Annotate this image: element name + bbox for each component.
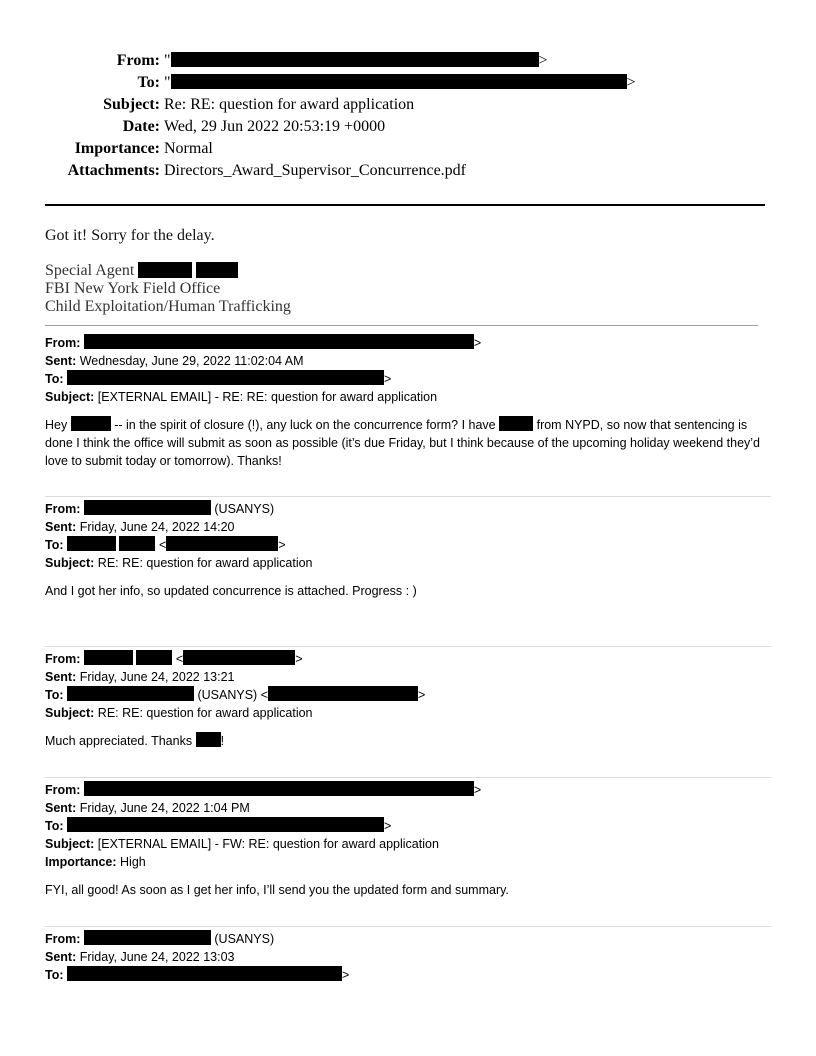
redaction-block xyxy=(136,650,172,665)
subject-label: Subject: xyxy=(45,837,95,851)
signature-title: Special Agent xyxy=(45,262,135,279)
header-date-row xyxy=(0,116,816,138)
message-divider xyxy=(45,777,771,778)
redaction-block xyxy=(84,930,211,945)
header-importance-value: Normal xyxy=(164,140,213,157)
sent-label: Sent: xyxy=(45,801,77,815)
angle-bracket: > xyxy=(384,819,392,833)
sent-value: Friday, June 24, 2022 1:04 PM xyxy=(79,801,250,815)
message-from-line xyxy=(45,930,771,948)
sent-label: Sent: xyxy=(45,354,77,368)
to-label: To: xyxy=(45,688,64,702)
header-date-label: Date: xyxy=(122,118,160,135)
header-importance-label: Importance: xyxy=(74,140,160,157)
to-label: To: xyxy=(45,372,64,386)
message-sent-line xyxy=(45,799,771,817)
from-label: From: xyxy=(45,932,81,946)
header-to-value xyxy=(164,72,636,94)
from-label: From: xyxy=(45,502,81,516)
reply-body: Got it! Sorry for the delay. xyxy=(45,227,215,244)
header-to-label: To: xyxy=(137,74,160,91)
redaction-block xyxy=(171,52,539,67)
from-label: From: xyxy=(45,652,81,666)
importance-label: Importance: xyxy=(45,855,117,869)
angle-bracket: > xyxy=(538,52,548,69)
redaction-block xyxy=(67,966,342,981)
header-subject-label: Subject: xyxy=(103,96,160,113)
angle-bracket: > xyxy=(473,783,482,797)
subject-value: [EXTERNAL EMAIL] - FW: RE: question for award application xyxy=(97,837,439,851)
subject-value: [EXTERNAL EMAIL] - RE: RE: question for award application xyxy=(97,390,438,404)
message-from-line xyxy=(45,650,771,668)
email-header xyxy=(0,50,816,182)
message-to-line xyxy=(45,817,771,835)
header-from-label: From: xyxy=(116,52,160,69)
sent-label: Sent: xyxy=(45,520,77,534)
quote-mark: " xyxy=(164,74,171,91)
angle-bracket: > xyxy=(278,538,286,552)
sent-value: Friday, June 24, 2022 13:21 xyxy=(79,670,235,684)
message-to-line xyxy=(45,370,771,388)
redaction-block xyxy=(67,686,194,701)
message-body xyxy=(45,732,771,750)
sender-org: (USANYS) xyxy=(214,502,275,516)
redaction-block xyxy=(268,686,418,701)
to-label: To: xyxy=(45,538,64,552)
redaction-block xyxy=(84,334,474,349)
redaction-block xyxy=(67,817,384,832)
from-label: From: xyxy=(45,336,81,350)
header-attachments-row xyxy=(0,160,816,182)
message-divider xyxy=(45,496,771,497)
quoted-message xyxy=(45,930,771,984)
header-from-value xyxy=(164,50,548,72)
redaction-block xyxy=(119,536,155,551)
message-sent-line xyxy=(45,518,771,536)
message-from-line xyxy=(45,781,771,799)
body-text: -- in the spirit of closure (!), any luck on the concurrence form? I have xyxy=(114,418,496,432)
message-importance-line xyxy=(45,853,771,871)
angle-bracket: > xyxy=(626,74,636,91)
angle-bracket: > xyxy=(342,968,350,982)
quoted-message xyxy=(45,650,771,750)
header-attachments-label: Attachments: xyxy=(67,162,160,179)
subject-value: RE: RE: question for award application xyxy=(97,556,313,570)
redaction-block xyxy=(71,416,111,431)
redaction-block xyxy=(84,781,474,796)
body-text: from NYPD, so now that sentencing is done I think the office will submit as soon as possible (it’s due Friday, but I think because of the upcoming holiday weekend they’d love to submit today or tomorrow). Thanks! xyxy=(45,418,760,468)
header-attachments-value[interactable]: Directors_Award_Supervisor_Concurrence.pdf xyxy=(164,162,466,179)
quote-mark: " xyxy=(164,52,171,69)
header-importance-row xyxy=(0,138,816,160)
quoted-message xyxy=(45,781,771,899)
header-from-row xyxy=(0,50,816,72)
from-label: From: xyxy=(45,783,81,797)
angle-bracket: > xyxy=(473,336,482,350)
sent-value: Friday, June 24, 2022 14:20 xyxy=(79,520,235,534)
message-from-line xyxy=(45,500,771,518)
redaction-block xyxy=(499,416,533,431)
header-subject-row xyxy=(0,94,816,116)
message-to-line xyxy=(45,966,771,984)
quoted-message xyxy=(45,334,771,470)
redaction-block xyxy=(196,262,238,278)
redaction-block xyxy=(84,500,211,515)
sent-label: Sent: xyxy=(45,670,77,684)
redaction-block xyxy=(183,650,295,665)
sender-org: (USANYS) xyxy=(214,932,275,946)
message-subject-line xyxy=(45,704,771,722)
recipient-org: (USANYS) < xyxy=(197,688,268,702)
redaction-block xyxy=(138,262,192,278)
message-body: And I got her info, so updated concurrence is attached. Progress : ) xyxy=(45,584,417,598)
angle-bracket: > xyxy=(384,372,392,386)
to-label: To: xyxy=(45,819,64,833)
message-subject-line xyxy=(45,388,771,406)
quoted-message xyxy=(45,500,771,600)
message-divider xyxy=(45,926,771,927)
header-date-value: Wed, 29 Jun 2022 20:53:19 +0000 xyxy=(164,118,386,135)
message-from-line xyxy=(45,334,771,352)
signature-divider xyxy=(45,325,758,326)
message-body: FYI, all good! As soon as I get her info, I’ll send you the updated form and summary. xyxy=(45,883,509,897)
signature-office: FBI New York Field Office xyxy=(45,280,221,297)
header-subject-value: Re: RE: question for award application xyxy=(164,96,415,113)
angle-bracket: < xyxy=(158,538,167,552)
signature xyxy=(45,262,291,316)
message-sent-line xyxy=(45,668,771,686)
subject-label: Subject: xyxy=(45,390,95,404)
message-subject-line xyxy=(45,554,771,572)
message-to-line xyxy=(45,536,771,554)
body-text: Much appreciated. Thanks xyxy=(45,734,193,748)
header-to-row xyxy=(0,72,816,94)
sent-label: Sent: xyxy=(45,950,77,964)
header-divider xyxy=(45,204,765,206)
subject-value: RE: RE: question for award application xyxy=(97,706,313,720)
message-to-line xyxy=(45,686,771,704)
message-divider xyxy=(45,646,771,647)
redaction-block xyxy=(171,74,627,89)
subject-label: Subject: xyxy=(45,706,95,720)
angle-bracket: > xyxy=(418,688,426,702)
angle-bracket: > xyxy=(295,652,303,666)
message-body xyxy=(45,416,771,470)
redaction-block xyxy=(67,370,384,385)
to-label: To: xyxy=(45,968,64,982)
sent-value: Wednesday, June 29, 2022 11:02:04 AM xyxy=(79,354,304,368)
signature-unit: Child Exploitation/Human Trafficking xyxy=(45,298,291,315)
importance-value: High xyxy=(120,855,146,869)
body-text: ! xyxy=(220,734,225,748)
redaction-block xyxy=(196,732,221,747)
body-text: Hey xyxy=(45,418,68,432)
redaction-block xyxy=(67,536,116,551)
message-sent-line xyxy=(45,948,771,966)
signature-title-line xyxy=(45,262,291,280)
subject-label: Subject: xyxy=(45,556,95,570)
message-subject-line xyxy=(45,835,771,853)
angle-bracket: < xyxy=(175,652,184,666)
message-sent-line xyxy=(45,352,771,370)
redaction-block xyxy=(166,536,278,551)
sent-value: Friday, June 24, 2022 13:03 xyxy=(79,950,235,964)
redaction-block xyxy=(84,650,133,665)
